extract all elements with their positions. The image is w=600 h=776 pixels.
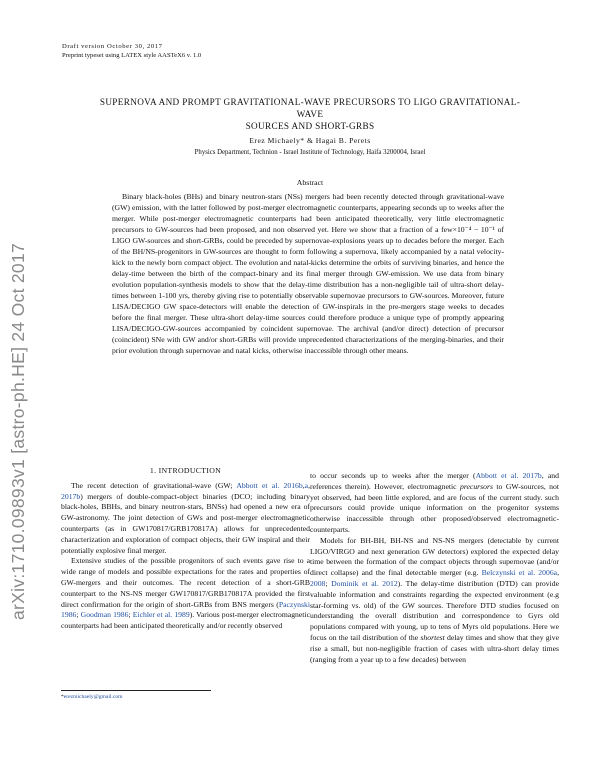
text-span: The recent detection of gravitational-wave (GW;: [71, 480, 237, 490]
text-span: ;: [76, 610, 81, 620]
text-span: ;: [128, 610, 133, 620]
preprint-typeset-line: Preprint typeset using LATEX style AASTeX6 v. 1.0: [62, 51, 202, 59]
citation-link[interactable]: Paczynski 1986: [61, 599, 310, 620]
citation-link[interactable]: 2008: [310, 578, 326, 588]
text-span: to GW-sources, not yet observed, had been little explored, and are focus of the current study. such precursors could provide unique information on the progenitor systems otherwise inaccessible through other proposed/observed electromagnetic-counterparts.: [310, 481, 559, 534]
intro-paragraph-4: [310, 536, 559, 666]
title-line-2: SOURCES AND SHORT-GRBS: [245, 121, 375, 131]
text-span: ,: [557, 568, 559, 578]
text-span: ,: [308, 480, 311, 490]
text-span: ). The delay-time distribution (DTD) can provide valuable information and constraints regarding the expected environment (e.g star-forming vs. old) of the GW sources. Therefore DTD studies focused on understanding the overall distribution and correspondence to Gyrs old populations compared with young, up to tens of Myrs old populations. Here we focus on the tail distribution of the: [310, 578, 559, 642]
text-span: ,: [302, 480, 305, 490]
right-column: [310, 471, 559, 665]
citation-link[interactable]: Dominik et al. 2012: [331, 578, 398, 588]
text-span: ) mergers of double-compact-object binaries (DCO; including binary black-holes, BBHs, and binary neutron-stars, BNSs) had opened a new era of GW-astronomy. The joint detection of GWs and post-merger electromagnetic counterparts (as in GW170817/GRB170817A) allows for unprecedented characterization and exploration of compact objects, their GW inspiral and their potentially explosive final merger.: [61, 491, 310, 555]
citation-link[interactable]: Goodman 1986: [80, 610, 129, 620]
citation-link[interactable]: Eichler et al. 1989: [132, 610, 190, 620]
emphasized-text: shortest: [420, 632, 445, 642]
abstract-text: Binary black-holes (BHs) and binary neutron-stars (NSs) mergers had been recently detected through gravitational-wave (GW) emission, with the latter followed by post-merger electromagnetic counterparts, appearing seconds up to weeks after the merger. While post-merger electromagnetic counterparts had been anticipated theoretically, very little electromagnetic precursors to GW-sources had been proposed, and non observed yet. Here we show that a fraction of a few×10⁻⁴ − 10⁻¹ of LIGO GW-sources and short-GRBs, could be preceded by supernovae-explosions years up to decades before the merger. Each of the BH/NS-progenitors in GW-sources are thought to form following a supernova, likely accompanied by a natal velocity-kick to the newly born compact object. The evolution and natal-kicks determine the orbits of surviving binaries, and hence the delay-time between the birth of the compact-binary and its final merger through GW-emission. We use data from binary evolution population-synthesis models to show that the delay-time distribution has a non-negligible tail of ultra-short delay-times between 1-100 yrs, thereby giving rise to potentially observable supernovae precursors to GW-sources. Moreover, future LISA/DECIGO GW space-detectors will enable the detection of GW-inspirals in the pre-mergers stage weeks to decades before the final merger. These ultra-short delay-time sources could therefore produce a unique type of promptly appearing LISA/DECIGO-GW-sources accompanied by coincident supernovae. The archival (and/or direct) detection of precursor (coincident) SNe with GW and/or short-GRBs will provide unprecedented characterizations of the merging-binaries, and their prior evolution through supernovae and natal kicks, otherwise inaccessible through other means.: [112, 192, 504, 355]
intro-paragraph-2: [61, 556, 310, 632]
preprint-header: [62, 43, 201, 60]
text-span: to occur seconds up to weeks after the merger (: [310, 471, 476, 480]
text-span: delay times and show that they give rise a small, but non-negligible fraction of cases with ultra-short delay times (ranging from a year up to a few decades) between: [310, 632, 559, 664]
title-line-1: SUPERNOVA AND PROMPT GRAVITATIONAL-WAVE PRECURSORS TO LIGO GRAVITATIONAL-WAVE: [99, 97, 521, 119]
left-column: [61, 466, 310, 632]
citation-link[interactable]: Belczynski et al. 2006a: [481, 568, 558, 578]
draft-version-line: Draft version October 30, 2017: [62, 43, 163, 50]
intro-paragraph-3: [310, 471, 559, 536]
affiliation: Physics Department, Technion - Israel Institute of Technology, Haifa 3200004, Israel: [194, 149, 426, 156]
intro-paragraph-1: [61, 481, 310, 557]
authors: Erez Michaely* & Hagai B. Perets: [249, 136, 371, 145]
text-span: , and references therein). However, electromagnetic: [310, 471, 559, 491]
section-heading-introduction: 1. INTRODUCTION: [149, 466, 222, 475]
abstract-heading: Abstract: [296, 178, 324, 187]
text-span: Extensive studies of the possible progenitors of such events gave rise to a wide range of models and possible expectations for the rates and properties of GW-mergers and their outcomes. The recent detection of a short-GRB counterpart to the NS-NS merger GW170817/GRB170817A provided the first direct confirmation for the origin of short-GRBs from BNS mergers (: [61, 556, 310, 609]
email-link[interactable]: erezmichaely@gmail.com: [63, 694, 123, 700]
text-span: ). Various post-merger electromagnetic counterparts had been anticipated theoretically and/or recently observed: [61, 610, 310, 631]
paper-title: [90, 96, 530, 132]
footnote: [61, 690, 211, 700]
text-span: ;: [325, 578, 332, 588]
text-span: Models for BH-BH, BH-NS and NS-NS mergers (detectable by current LIGO/VIRGO and next generation GW detectors) explored the expected delay time between the formation of the compact objects through supernovae (and/or direct collapse) and the final detectable merger (e.g.: [310, 535, 559, 578]
citation-link[interactable]: Abbott et al. 2016b: [236, 480, 303, 490]
footnote-marker: *: [61, 694, 64, 700]
citation-link[interactable]: 2017b: [61, 491, 81, 501]
emphasized-text: precursors: [459, 481, 493, 491]
citation-link[interactable]: a: [304, 480, 309, 490]
citation-link[interactable]: Abbott et al. 2017b: [475, 471, 542, 480]
arxiv-identifier-stamp: arXiv:1710.09893v1 [astro-ph.HE] 24 Oct 2017: [8, 242, 28, 620]
